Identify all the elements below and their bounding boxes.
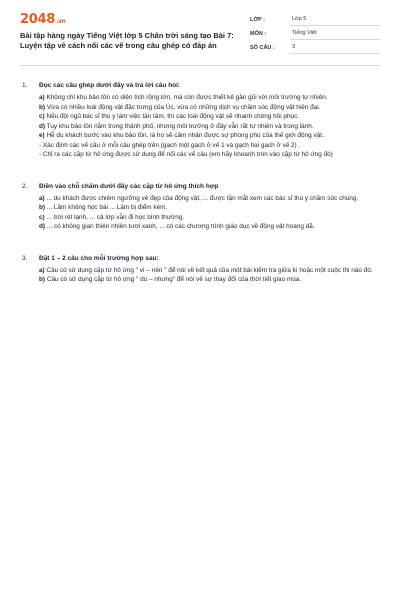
- line-label: e): [39, 132, 45, 139]
- question-line: [39, 194, 380, 204]
- line-text: Tuy khu bảo tồn nằm trong thành phố, nhưng môi trường ở đây vẫn rất tự nhiên và trong lành.: [45, 122, 314, 130]
- meta-row-count: [250, 42, 380, 54]
- meta-row-subject: [250, 28, 380, 40]
- meta-table: [250, 14, 380, 65]
- logo-suffix: .vn: [55, 18, 66, 25]
- question-line: [39, 93, 380, 103]
- question-number: 1.: [22, 82, 28, 89]
- question-line: [39, 266, 380, 276]
- meta-value: Tiếng Việt: [290, 28, 380, 40]
- line-text: ... có không gian thiên nhiên tươi xanh, ... có các chương trình giáo dục về động vật hoang dã.: [45, 223, 315, 230]
- question-line: [39, 203, 380, 213]
- question-line: [39, 122, 380, 132]
- question-line: [39, 141, 380, 151]
- line-text: Hễ du khách bước vào khu bảo tồn, là họ sẽ cảm nhận được sự phong phú của thế giới động vật.: [44, 132, 324, 139]
- line-label: a): [39, 266, 45, 274]
- question-line: [39, 150, 380, 160]
- question-2: [20, 182, 380, 232]
- question-body: [39, 182, 380, 232]
- line-text: Vừa có nhiều loài động vật đặc trưng của Úc, vừa có những dịch vụ chăm sóc động vật hiện đại.: [45, 103, 321, 111]
- question-number: 2.: [22, 182, 28, 190]
- question-1: [20, 81, 380, 160]
- meta-row-grade: [250, 14, 380, 26]
- question-3: [20, 254, 380, 285]
- document-title: Bài tập hàng ngày Tiếng Việt lớp 5 Chân trời sáng tạo Bài 7: Luyện tập về cách nối các vế trong câu ghép có đáp án: [20, 31, 234, 50]
- line-text: Nếu đội ngũ bác sĩ thú y làm việc tận tâm, thì các loài động vật sẽ nhanh chóng hồi phục.: [44, 113, 300, 120]
- question-title: Đặt 1 – 2 câu cho mỗi trường hợp sau:: [39, 254, 159, 262]
- logo-text: 2048: [20, 12, 55, 27]
- line-label: b): [39, 204, 46, 211]
- question-line: [39, 275, 380, 285]
- questions: [20, 66, 380, 285]
- line-label: d): [39, 122, 46, 130]
- line-label: b): [39, 103, 46, 111]
- line-text: ... trời rét lạnh, ... cả lớp vẫn đi học bình thường.: [44, 213, 185, 221]
- question-title: Đọc các câu ghép dưới đây và trả lời câu hỏi:: [39, 82, 181, 89]
- question-line: [39, 213, 380, 223]
- line-text: Câu có sử dụng cặp từ hô ứng " vì – nên " để nói về kết quả của một bài kiểm tra giữa kì hoặc một cuộc thi nào đó.: [44, 266, 373, 274]
- line-text: Không chỉ khu bảo tồn có diện tích rộng lớn, mà còn được thiết kế gần gũi với môi trường tự nhiên.: [44, 94, 328, 101]
- question-line: [39, 222, 380, 232]
- line-label: b): [39, 276, 46, 283]
- meta-value: Lớp 5: [290, 14, 380, 26]
- meta-key: SỐ CÂU :: [250, 45, 275, 51]
- question-title: Điền vào chỗ chấm dưới đây các cặp từ hô ứng thích hợp: [39, 182, 219, 190]
- worksheet-header: [20, 0, 380, 66]
- question-number: 3.: [22, 254, 28, 262]
- line-text: ... du khách được chiêm ngưỡng vẻ đẹp của động vật, ... được tận mắt xem các bác sĩ thú y chăm sóc chúng.: [44, 194, 359, 202]
- line-label: c): [39, 113, 45, 120]
- line-text: ... Lâm không học bài ... Lâm bị điểm kém.: [45, 204, 168, 211]
- question-body: [39, 254, 380, 285]
- line-text: Câu có sử dụng cặp từ hô ứng " dù – nhưng" để nói về sự thay đổi của thời tiết giao mùa.: [45, 276, 302, 283]
- site-logo[interactable]: [20, 12, 240, 27]
- meta-key: LỚP :: [250, 17, 265, 23]
- line-label: c): [39, 213, 45, 221]
- line-label: a): [39, 194, 45, 202]
- question-line: [39, 103, 380, 113]
- meta-key: MÔN :: [250, 31, 267, 37]
- header-left: [20, 12, 240, 65]
- line-text: - Xác định các vế câu ở mỗi câu ghép trên (gạch một gạch ở vế 1 và gạch hai gạch ở vế 2) .: [39, 141, 301, 149]
- line-label: a): [39, 94, 45, 101]
- line-text: - Chỉ ra các cặp từ hô ứng được sử dụng để nối các vế câu (em hãy khoanh tròn vào cặp từ hô ứng đó): [39, 151, 333, 158]
- line-label: d): [39, 223, 46, 230]
- question-line: [39, 112, 380, 122]
- question-line: [39, 131, 380, 141]
- meta-value: 3: [290, 42, 380, 54]
- question-body: [39, 81, 380, 160]
